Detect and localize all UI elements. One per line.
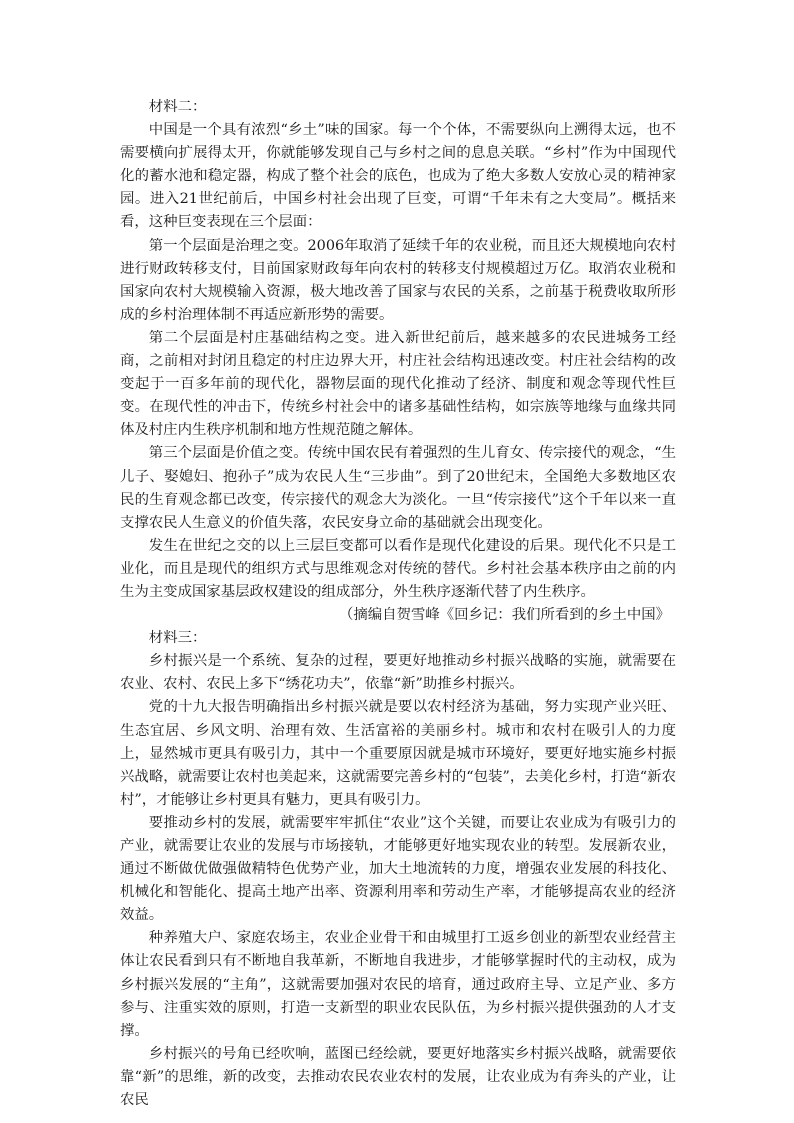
material-2-paragraph-3: 第二个层面是村庄基础结构之变。进入新世纪前后，越来越多的农民进城务工经商，之前相对封闭且稳定的村庄边界大开，村庄社会结构迅速改变。村庄社会结构的改变起于一百多年前的现代化，器物层面的现代化推动了经济、制度和观念等现代性巨变。在现代性的冲击下，传统乡村社会中的诸多基础性结构，如宗族等地缘与血缘共同体及村庄内生秩序机制和地方性规范随之解体。 bbox=[120, 329, 676, 439]
material-3-paragraph-4: 种养殖大户、家庭农场主，农业企业骨干和由城里打工返乡创业的新型农业经营主体让农民看到只有不断地自我革新，不断地自我进步，才能够掌握时代的主动权，成为乡村振兴发展的“主角”，这就需要加强对农民的培育，通过政府主导、立足产业、多方参与、注重实效的原则，打造一支新型的职业农民队伍，为乡村振兴提供强劲的人才支撑。 bbox=[120, 930, 676, 1039]
material-2-source: （摘编自贺雪峰《回乡记：我们所看到的乡土中国》 bbox=[339, 607, 670, 624]
material-2-heading: 材料二： bbox=[148, 99, 207, 115]
article-body bbox=[120, 96, 676, 1112]
material-3-paragraph-2: 党的十九大报告明确指出乡村振兴就是要以农村经济为基础，努力实现产业兴旺、生态宜居、乡风文明、治理有效、生活富裕的美丽乡村。城市和农村在吸引人的力度上，显然城市更具有吸引力，其中一个重要原因就是城市环境好，要更好地实施乡村振兴战略，就需要让农村也美起来，这就需要完善乡村的“包装”，去美化乡村，打造“新农村”，才能够让乡村更具有魅力，更具有吸引力。 bbox=[120, 699, 676, 808]
material-2-paragraph-1: 中国是一个具有浓烈“乡土”味的国家。每一个个体，不需要纵向上溯得太远，也不需要横向扩展得太开，你就能够发现自己与乡村之间的息息关联。“乡村”作为中国现代化的蓄水池和稳定器，构成了整个社会的底色，也成为了绝大多数人安放心灵的精神家园。进入21世纪前后，中国乡村社会出现了巨变，可谓“千年未有之大变局”。概括来看，这种巨变表现在三个层面： bbox=[120, 122, 676, 231]
material-3-paragraph-1: 乡村振兴是一个系统、复杂的过程，要更好地推动乡村振兴战略的实施，就需要在农业、农村、农民上多下“绣花功夫”，依靠“新”助推乡村振兴。 bbox=[120, 653, 676, 693]
material-2-paragraph-4: 第三个层面是价值之变。传统中国农民有着强烈的生儿育女、传宗接代的观念，“生儿子、娶媳妇、抱孙子”成为农民人生“三步曲”。到了20世纪末，全国绝大多数地区农民的生育观念都已改变，传宗接代的观念大为淡化。一旦“传宗接代”这个千年以来一直支撑农民人生意义的价值失落，农民安身立命的基础就会出现变化。 bbox=[120, 445, 676, 531]
material-3-paragraph-5: 乡村振兴的号角已经吹响，蓝图已经绘就，要更好地落实乡村振兴战略，就需要依靠“新”的思维，新的改变，去推动农民农业农村的发展，让农业成为有奔头的产业，让农民 bbox=[120, 1045, 676, 1109]
material-2-paragraph-5: 发生在世纪之交的以上三层巨变都可以看作是现代化建设的后果。现代化不只是工业化，而且是现代的组织方式与思维观念对传统的替代。乡村社会基本秩序由之前的内生为主变成国家基层政权建设的组成部分，外生秩序逐渐代替了内生秩序。 bbox=[120, 537, 676, 600]
material-2-paragraph-2: 第一个层面是治理之变。2006年取消了延续千年的农业税，而且还大规模地向农村进行财政转移支付，目前国家财政每年向农村的转移支付规模超过万亿。取消农业税和国家向农村大规模输入资源，极大地改善了国家与农民的关系，之前基于税费收取所形成的乡村治理体制不再适应新形势的需要。 bbox=[120, 237, 676, 323]
material-3-paragraph-3: 要推动乡村的发展，就需要牢牢抓住“农业”这个关键，而要让农业成为有吸引力的产业，就需要让农业的发展与市场接轨，才能够更好地实现农业的转型。发展新农业，通过不断做优做强做精特色优势产业，加大土地流转的力度，增强农业发展的科技化、机械化和智能化、提高土地产出率、资源利用率和劳动生产率，才能够提高农业的经济效益。 bbox=[120, 814, 676, 924]
material-3-heading: 材料三： bbox=[148, 630, 207, 647]
